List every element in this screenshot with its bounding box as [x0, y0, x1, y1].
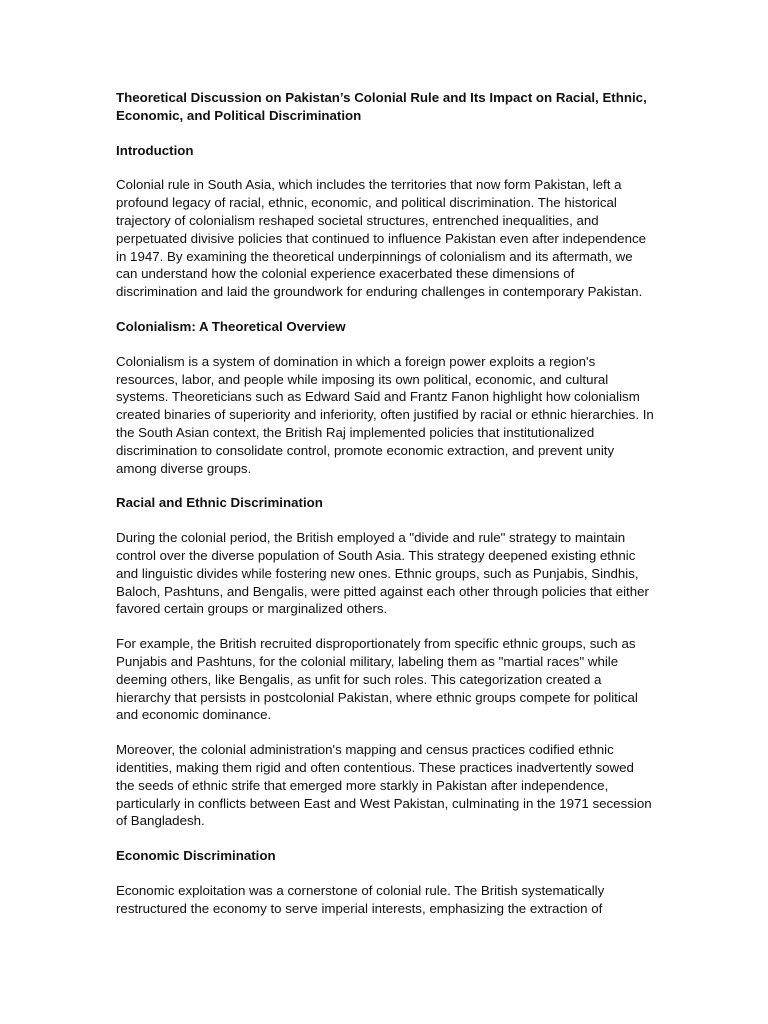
document-page: [116, 89, 654, 934]
section-racial-ethnic-discrimination: [116, 494, 654, 830]
document-title: Theoretical Discussion on Pakistan’s Colonial Rule and Its Impact on Racial, Ethnic, Economic, and Political Discrimination: [116, 90, 647, 123]
paragraph: During the colonial period, the British employed a "divide and rule" strategy to maintain control over the diverse population of South Asia. This strategy deepened existing ethnic and linguistic divides while fostering new ones. Ethnic groups, such as Punjabis, Sindhis, Baloch, Pashtuns, and Bengalis, were pitted against each other through policies that either favored certain groups or marginalized others.: [116, 530, 649, 617]
section-heading: Racial and Ethnic Discrimination: [116, 495, 323, 511]
section-colonialism-overview: [116, 318, 654, 477]
section-heading: Colonialism: A Theoretical Overview: [116, 318, 346, 334]
paragraph: Moreover, the colonial administration's mapping and census practices codified ethnic identities, making them rigid and often contentious. These practices inadvertently sowed the seeds of ethnic strife that emerged more starkly in Pakistan after independence, particularly in conflicts between East and West Pakistan, culminating in the 1971 secession of Bangladesh.: [116, 742, 652, 829]
paragraph: Colonial rule in South Asia, which includes the territories that now form Pakistan, left a profound legacy of racial, ethnic, economic, and political discrimination. The historical trajectory of colonialism reshaped societal structures, entrenched inequalities, and perpetuated divisive policies that continued to influence Pakistan even after independence in 1947. By examining the theoretical underpinnings of colonialism and its aftermath, we can understand how the colonial experience exacerbated these dimensions of discrimination and laid the groundwork for enduring challenges in contemporary Pakistan.: [116, 177, 647, 300]
paragraph: Economic exploitation was a cornerstone of colonial rule. The British systematically restructured the economy to serve imperial interests, emphasizing the extraction of: [116, 882, 605, 916]
section-heading: Economic Discrimination: [116, 848, 276, 864]
section-economic-discrimination: [116, 847, 654, 917]
paragraph: Colonialism is a system of domination in which a foreign power exploits a region's resources, labor, and people while imposing its own political, economic, and cultural systems. Theoreticians such as Edward Said and Frantz Fanon highlight how colonialism created binaries of superiority and inferiority, often justified by racial or ethnic hierarchies. In the South Asian context, the British Raj implemented policies that institutionalized discrimination to consolidate control, promote economic extraction, and prevent unity among diverse groups.: [116, 353, 654, 476]
section-heading: Introduction: [116, 142, 194, 158]
paragraph: For example, the British recruited disproportionately from specific ethnic groups, such as Punjabis and Pashtuns, for the colonial military, labeling them as "martial races" while deeming others, like Bengalis, as unfit for such roles. This categorization created a hierarchy that persists in postcolonial Pakistan, where ethnic groups compete for political and economic dominance.: [116, 636, 638, 723]
section-introduction: [116, 142, 654, 301]
